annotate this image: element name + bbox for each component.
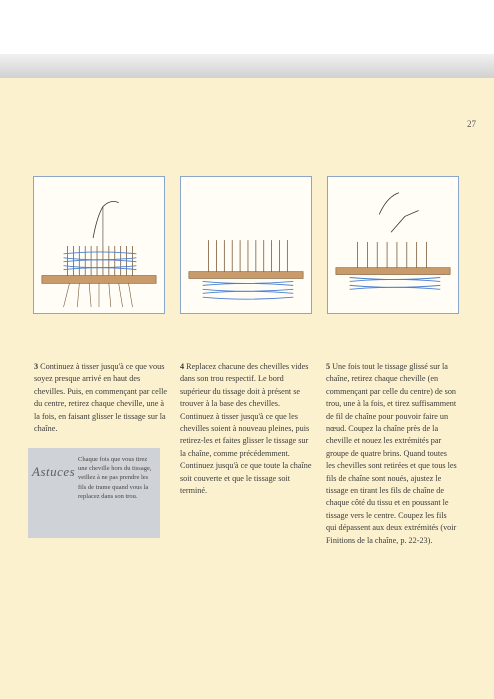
scan-shadow (0, 54, 494, 80)
step-3 (34, 361, 168, 435)
step-5-text: Une fois tout le tissage glissé sur la chaîne, retirez chaque cheville (en commençant par celle du centre) de son trou, une à la fois, et tirez suffisamment de fil de chaîne pour pouvoir faire un nœud. Coupez la chaîne près de la cheville et nouez les extrémités par groupe de quatre brins. Quand toutes les chevilles sont retirées et que tous les fils de chaîne sont noués, ajustez le tissage en tirant les fils de chaîne de chaque côté du tissu et en poussant le tissage vers le centre. Coupez les fils qui dépassent aux deux extrémités (voir Finitions de la chaîne, p. 22-23). (326, 362, 457, 545)
illustration-step-5 (327, 176, 459, 314)
step-5 (326, 361, 458, 547)
tip-text: Chaque fois que vous tirez une cheville hors du tissage, veillez à ne pas prendre les fils de trame quand vous la replacez dans son trou. (78, 456, 152, 500)
tip-box (28, 448, 160, 538)
step-3-text: Continuez à tisser jusqu'à ce que vous soyez presque arrivé en haut des chevilles. Puis, en commençant par celle du centre, retirez chaque cheville, une à la fois, en faisant glisser le tissage sur la chaîne. (34, 362, 167, 434)
weaving-full-pegs-drawing (181, 177, 311, 313)
weaving-pegs-hand-drawing (34, 177, 164, 313)
step-5-number: 5 (326, 362, 331, 371)
step-4-text: Replacez chacune des chevilles vides dans son trou respectif. Le bord supérieur du tissage doit à présent se trouver à la base des chevilles. Continuez à tisser jusqu'à ce que les chevilles soient à nouveau pleines, puis retirez-les et faites glisser le tissage sur la chaîne, comme précédemment. Continuez jusqu'à ce que toute la chaîne soit couverte et que le tissage soit terminé. (180, 362, 312, 496)
step-3-number: 3 (34, 362, 39, 371)
step-4 (180, 361, 312, 497)
illustration-step-3 (33, 176, 165, 314)
book-page (0, 78, 494, 699)
illustration-step-4 (180, 176, 312, 314)
tip-title: Astuces (32, 464, 76, 479)
step-4-number: 4 (180, 362, 185, 371)
page-number: 27 (467, 119, 476, 129)
weaving-cut-warp-drawing (328, 177, 458, 313)
